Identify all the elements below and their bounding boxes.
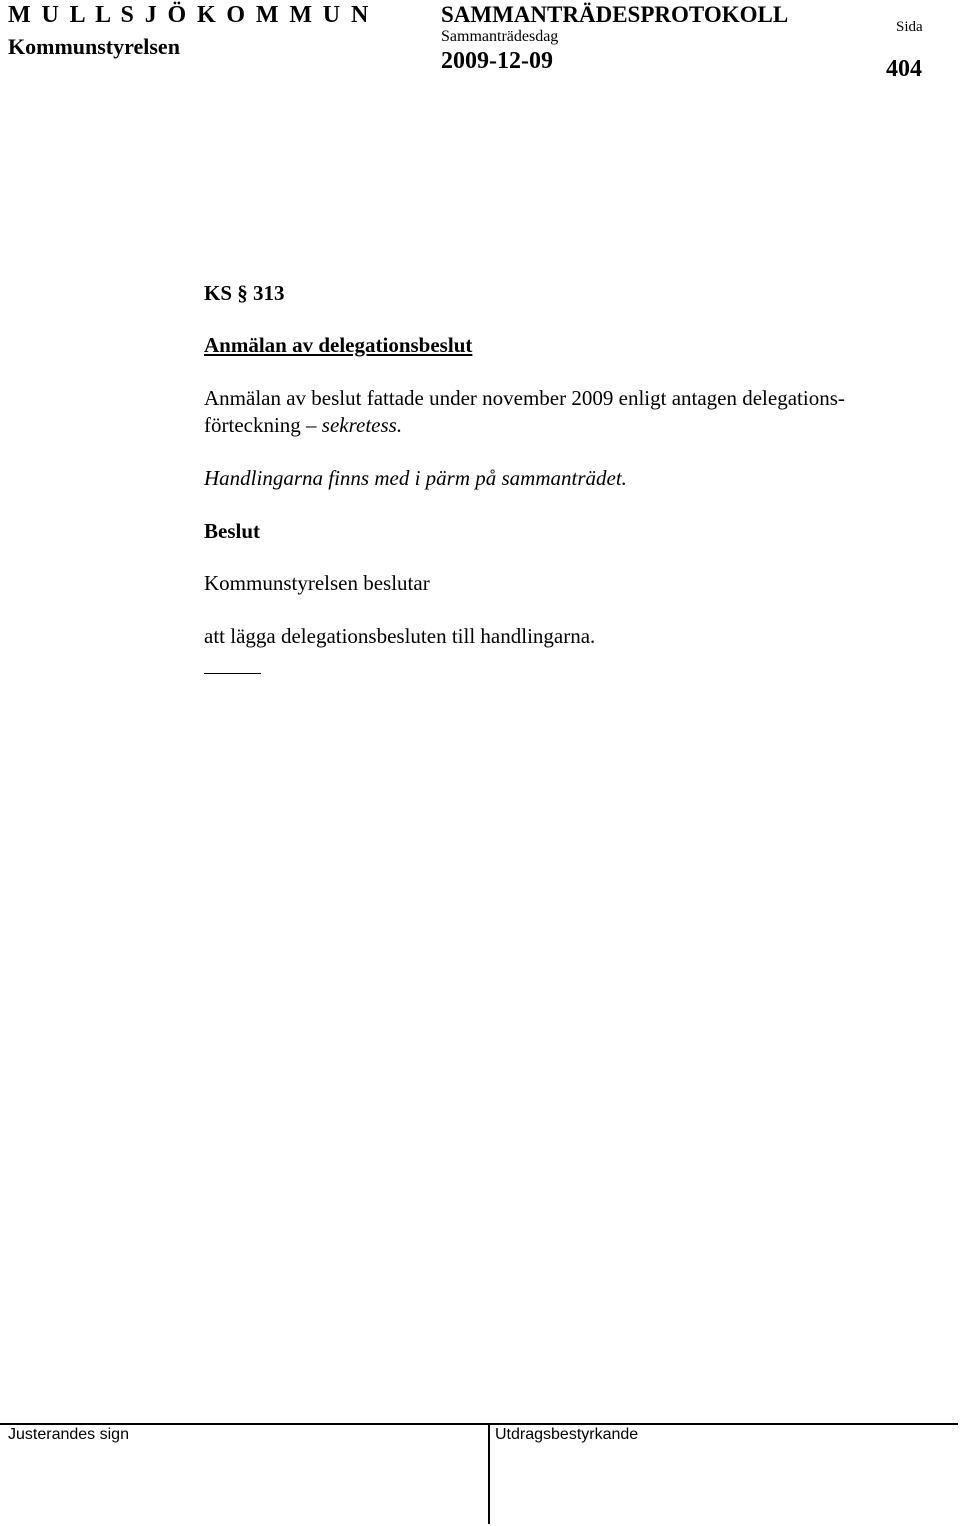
body-line-2 bbox=[204, 413, 402, 438]
page-number: 404 bbox=[886, 56, 922, 82]
decision-intro: Kommunstyrelsen beslutar bbox=[204, 571, 430, 595]
decision-text: att lägga delegationsbesluten till handlingarna. bbox=[204, 624, 596, 648]
justerandes-sign-label: Justerandes sign bbox=[8, 1426, 129, 1443]
body-line-2-text: förteckning – bbox=[204, 413, 322, 437]
meeting-date-label: Sammanträdesdag bbox=[441, 28, 559, 45]
footer-divider bbox=[488, 1424, 490, 1524]
utdragsbestyrkande-label: Utdragsbestyrkande bbox=[495, 1426, 639, 1443]
page-label: Sida bbox=[896, 19, 923, 35]
decision-heading: Beslut bbox=[204, 519, 261, 543]
meeting-date: 2009-12-09 bbox=[441, 48, 553, 74]
body-line-1: Anmälan av beslut fattade under november 2009 enligt antagen delegations- bbox=[204, 386, 845, 410]
municipality-name: M U L L S J Ö K O M M U N bbox=[8, 2, 371, 28]
paragraph-id: KS § 313 bbox=[204, 281, 285, 305]
document-title: SAMMANTRÄDESPROTOKOLL bbox=[441, 2, 789, 27]
section-end-rule bbox=[204, 673, 261, 674]
body-line-2-italic: sekretess. bbox=[321, 413, 403, 437]
body-line-3: Handlingarna finns med i pärm på sammanträdet. bbox=[204, 466, 627, 490]
board-name: Kommunstyrelsen bbox=[8, 34, 180, 59]
footer-rule bbox=[0, 1423, 958, 1425]
section-heading: Anmälan av delegationsbeslut bbox=[204, 333, 473, 357]
